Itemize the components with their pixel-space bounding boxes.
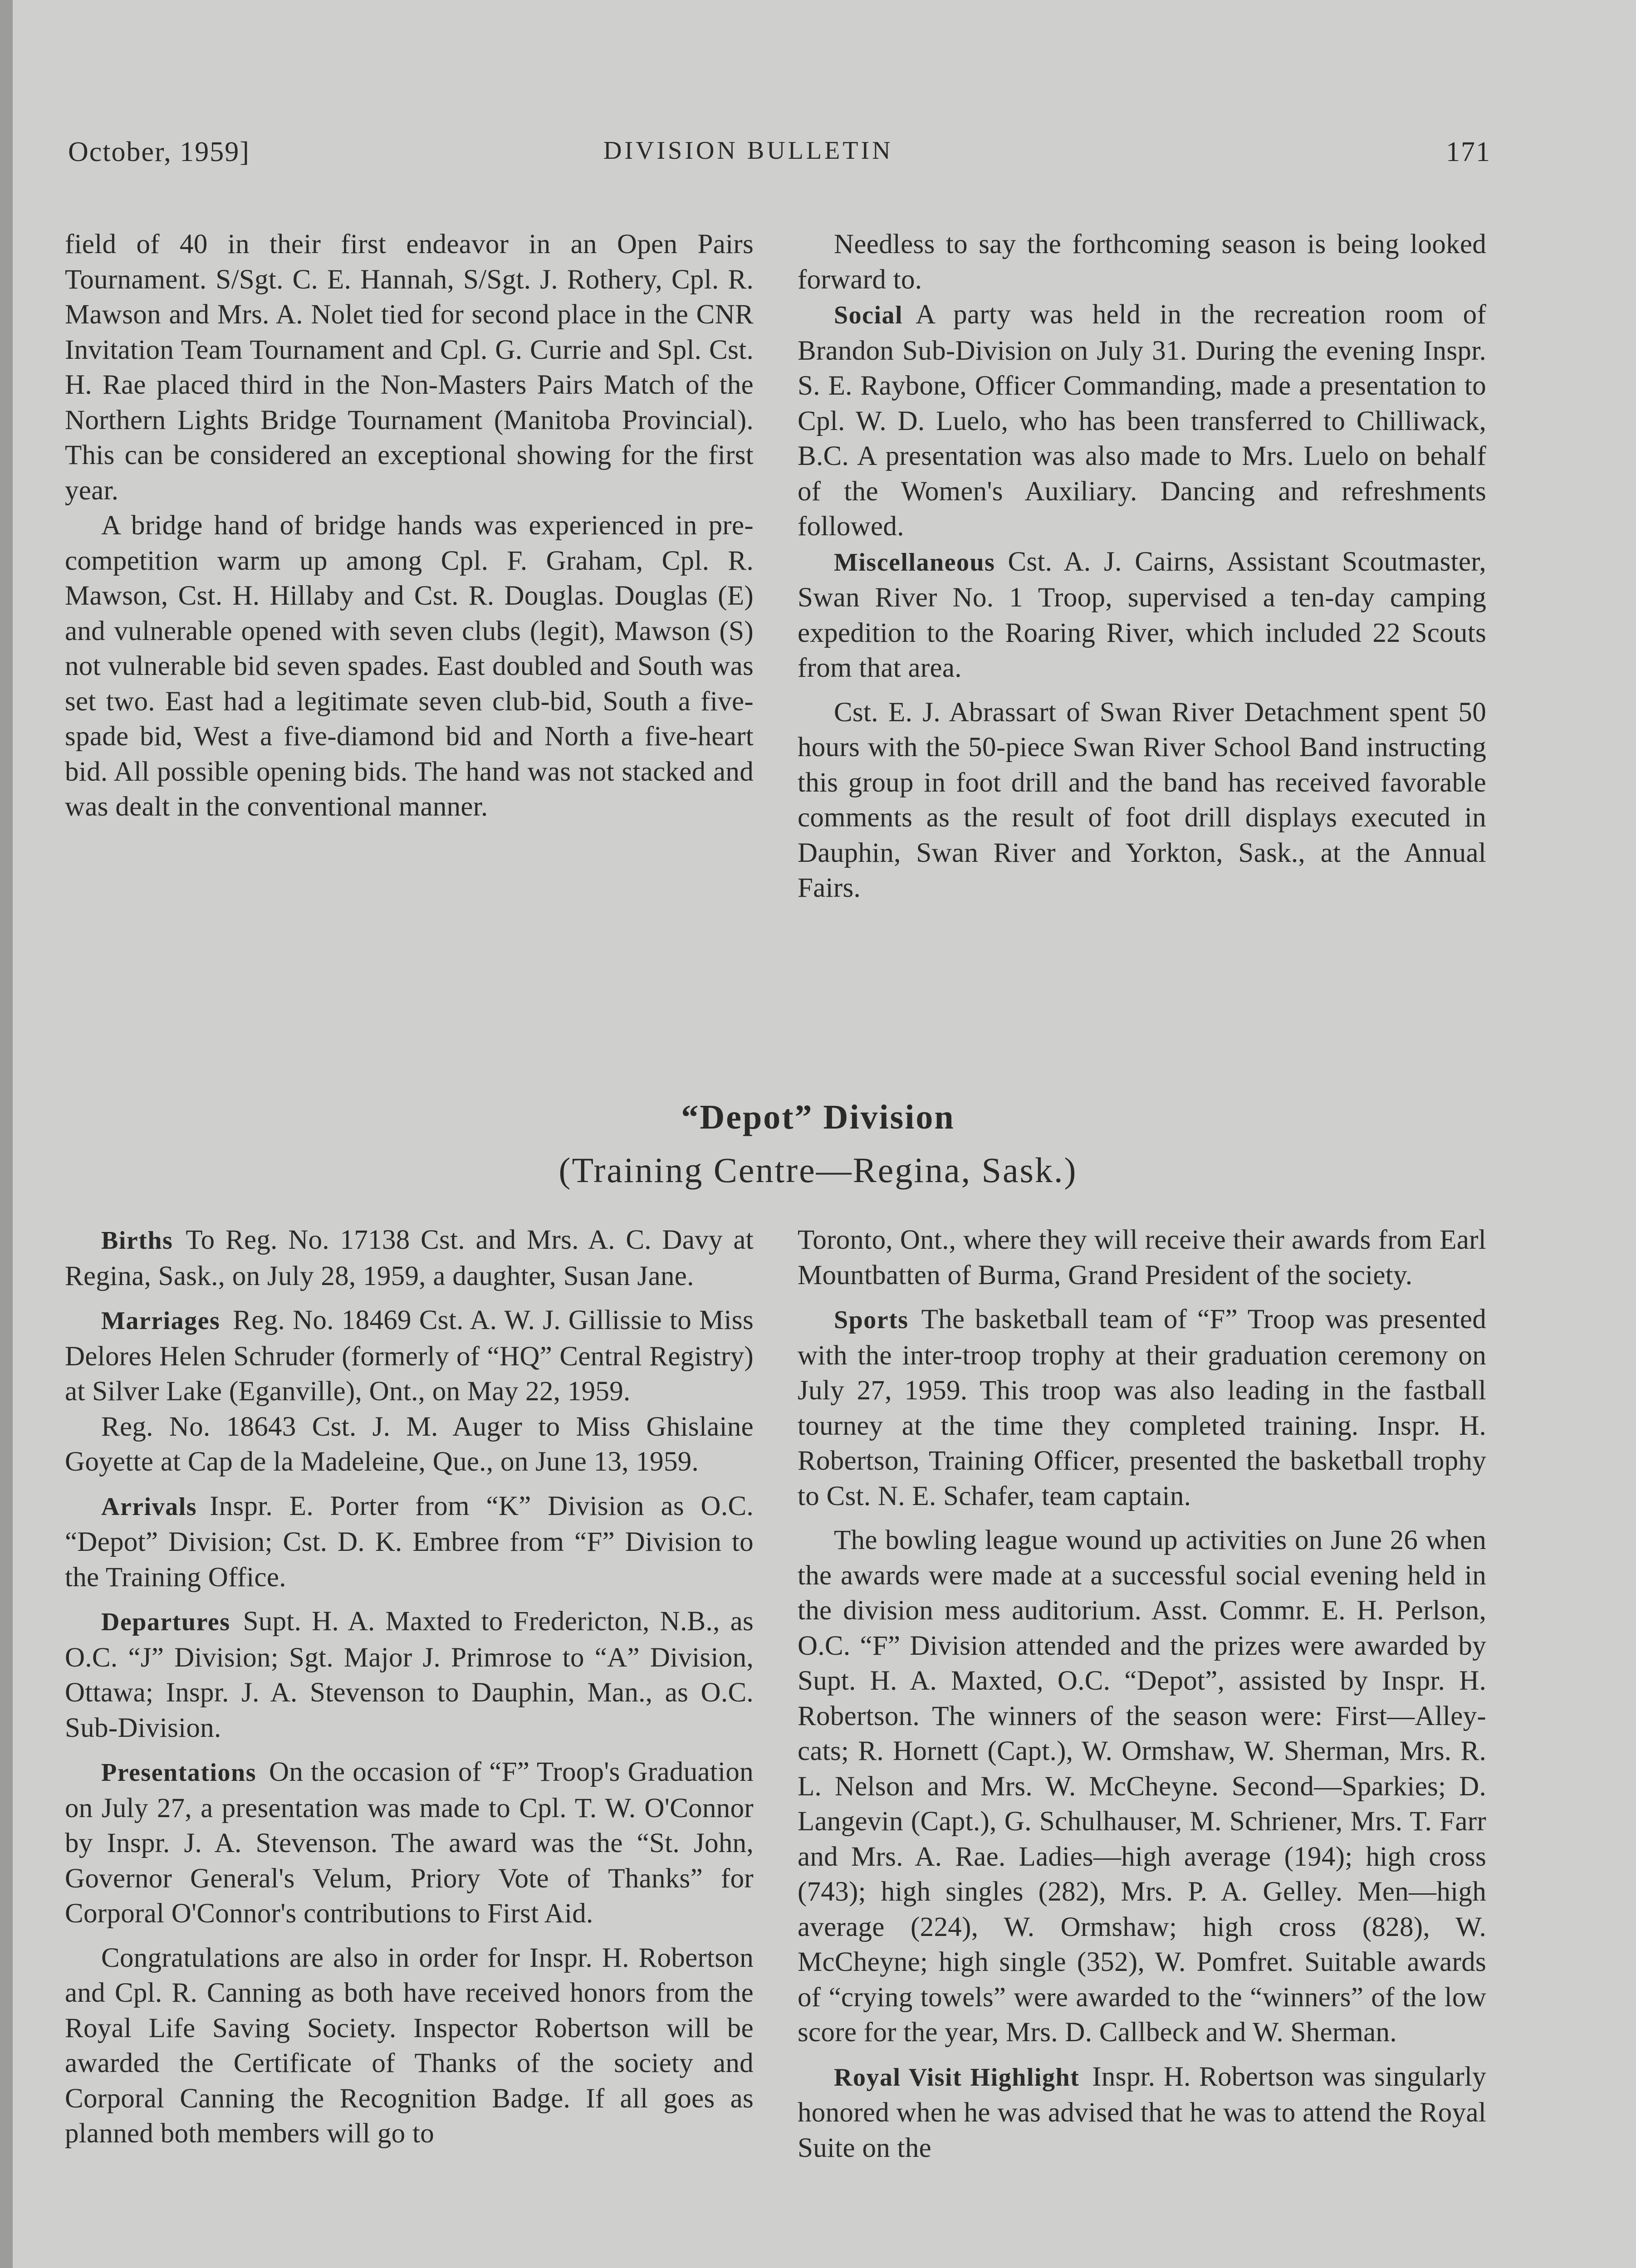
top-left-column xyxy=(65,227,754,825)
misc-text: Cst. A. J. Cairns, Assistant Scoutmaster, Swan River No. 1 Troop, supervised a ten-day camping expedition to the Roaring River, which included 22 Scouts from that area. xyxy=(798,546,1486,683)
top-right-column xyxy=(798,227,1486,906)
presentations-lead: Presentations xyxy=(101,1759,256,1787)
presentations-text: On the occasion of “F” Troop's Graduation on July 27, a presentation was made to Cpl. T. W. O'Connor by Inspr. J. A. Stevenson. The award was the “St. John, Governor General's Velum, Priory Vote of Thanks” for Corporal O'Connor's contributions to First Aid. xyxy=(65,1757,754,1929)
arrivals-text: Inspr. E. Porter from “K” Division as O.C. “Depot” Division; Cst. D. K. Embree from “F” Division to the Training Office. xyxy=(65,1491,754,1593)
header-title: DIVISION BULLETIN xyxy=(603,137,893,165)
header-date: October, 1959] xyxy=(68,137,250,167)
presentations-paragraph xyxy=(65,1755,754,1931)
social-text: A party was held in the recreation room of Brandon Sub-Division on July 31. During the evening Inspr. S. E. Raybone, Officer Commanding, made a presentation to Cpl. W. D. Luelo, who has been transferred to Chilliwack, B.C. A presentation was also made to Mrs. Luelo on behalf of the Women's Auxiliary. Dancing and refreshments followed. xyxy=(798,299,1486,542)
marriages-paragraph xyxy=(65,1303,754,1409)
bridge-hand-paragraph: A bridge hand of bridge hands was experienced in pre-competition warm up among Cpl. F. Graham, Cpl. R. Mawson, Cst. H. Hillaby and Cst. R. Douglas. Douglas (E) and vulnerable opened with seven clubs (legit), Mawson (S) not vulnerable bid seven spades. East doubled and South was set two. East had a legitimate seven club-bid, South a five-spade bid, West a five-diamond bid and North a five-heart bid. All possible opening bids. The hand was not stacked and was dealt in the conventional manner. xyxy=(65,510,754,822)
misc-lead: Miscellaneous xyxy=(834,548,995,577)
bottom-right-column xyxy=(798,1222,1486,2165)
royal-visit-paragraph xyxy=(798,2059,1486,2166)
section-title: “Depot” Division xyxy=(681,1098,955,1136)
social-paragraph xyxy=(798,297,1486,544)
marriages-paragraph-2: Reg. No. 18643 Cst. J. M. Auger to Miss Ghislaine Goyette at Cap de la Madeleine, Que., on June 13, 1959. xyxy=(65,1411,754,1477)
band-paragraph: Cst. E. J. Abrassart of Swan River Detachment spent 50 hours with the 50-piece Swan River School Band instructing this group in foot drill and the band has received favorable comments as the result of foot drill displays executed in Dauphin, Swan River and Yorkton, Sask., at the Annual Fairs. xyxy=(798,697,1486,903)
births-lead: Births xyxy=(101,1227,173,1255)
royal-visit-lead: Royal Visit Highlight xyxy=(834,2063,1080,2092)
sports-lead: Sports xyxy=(834,1306,909,1334)
bridge-paragraph-continued: field of 40 in their first endeavor in an Open Pairs Tournament. S/Sgt. C. E. Hannah, S/Sgt. J. Rothery, Cpl. R. Mawson and Mrs. A. Nolet tied for second place in the CNR Invitation Team Tournament and Cpl. G. Currie and Spl. Cst. H. Rae placed third in the Non-Masters Pairs Match of the Northern Lights Bridge Tournament (Manitoba Provincial). This can be considered an exceptional showing for the first year. xyxy=(65,229,754,506)
births-paragraph xyxy=(65,1222,754,1294)
misc-paragraph xyxy=(798,544,1486,686)
bowling-paragraph: The bowling league wound up activities on June 26 when the awards were made at a successful social evening held in the division mess auditorium. Asst. Commr. E. H. Perlson, O.C. “F” Division attended and the prizes were awarded by Supt. H. A. Maxted, O.C. “Depot”, assisted by Inspr. H. Robertson. The winners of the season were: First—Alley-cats; R. Hornett (Capt.), W. Ormshaw, W. Sherman, Mrs. R. L. Nelson and Mrs. W. McCheyne. Second—Sparkies; D. Langevin (Capt.), G. Schulhauser, M. Schriener, Mrs. T. Farr and Mrs. A. Rae. Ladies—high average (194); high cross (743); high singles (282), Mrs. P. A. Gelley. Men—high average (224), W. Ormshaw; high cross (828), W. McCheyne; high single (352), W. Pomfret. Suitable awards of “crying towels” were awarded to the “winners” of the low score for the year, Mrs. D. Callbeck and W. Sherman. xyxy=(798,1525,1486,2048)
running-head xyxy=(68,136,1491,181)
marriages-text: Reg. No. 18469 Cst. A. W. J. Gillissie to Miss Delores Helen Schruder (formerly of “HQ” Central Registry) at Silver Lake (Eganville), Ont., on May 22, 1959. xyxy=(65,1305,754,1407)
section-subtitle: (Training Centre—Regina, Sask.) xyxy=(558,1150,1078,1190)
sports-paragraph xyxy=(798,1302,1486,1514)
departures-paragraph xyxy=(65,1604,754,1745)
arrivals-lead: Arrivals xyxy=(101,1492,197,1521)
congratulations-paragraph: Congratulations are also in order for Inspr. H. Robertson and Cpl. R. Canning as both have received honors from the Royal Life Saving Society. Inspector Robertson will be awarded the Certificate of Thanks of the society and Corporal Canning the Recognition Badge. If all goes as planned both members will go to xyxy=(65,1942,754,2149)
arrivals-paragraph xyxy=(65,1489,754,1595)
marriages-lead: Marriages xyxy=(101,1307,220,1335)
departures-text: Supt. H. A. Maxted to Fredericton, N.B., as O.C. “J” Division; Sgt. Major J. Primrose to “A” Division, Ottawa; Inspr. J. A. Stevenson to Dauphin, Man., as O.C. Sub-Division. xyxy=(65,1606,754,1743)
royal-visit-text: Inspr. H. Robertson was singularly honored when he was advised that he was to attend the Royal Suite on the xyxy=(798,2061,1486,2163)
season-paragraph: Needless to say the forthcoming season is being looked forward to. xyxy=(798,229,1486,295)
page-number: 171 xyxy=(1446,137,1491,167)
births-text: To Reg. No. 17138 Cst. and Mrs. A. C. Davy at Regina, Sask., on July 28, 1959, a daughter, Susan Jane. xyxy=(65,1225,754,1291)
awards-paragraph-continued: Toronto, Ont., where they will receive their awards from Earl Mountbatten of Burma, Grand President of the society. xyxy=(798,1225,1486,1290)
social-lead: Social xyxy=(834,301,903,329)
sports-text: The basketball team of “F” Troop was presented with the inter-troop trophy at their graduation ceremony on July 27, 1959. This troop was also leading in the fastball tourney at the time they completed training. Inspr. H. Robertson, Training Officer, presented the basketball trophy to Cst. N. E. Schafer, team captain. xyxy=(798,1304,1486,1511)
departures-lead: Departures xyxy=(101,1608,230,1636)
bottom-left-column xyxy=(65,1222,754,2151)
